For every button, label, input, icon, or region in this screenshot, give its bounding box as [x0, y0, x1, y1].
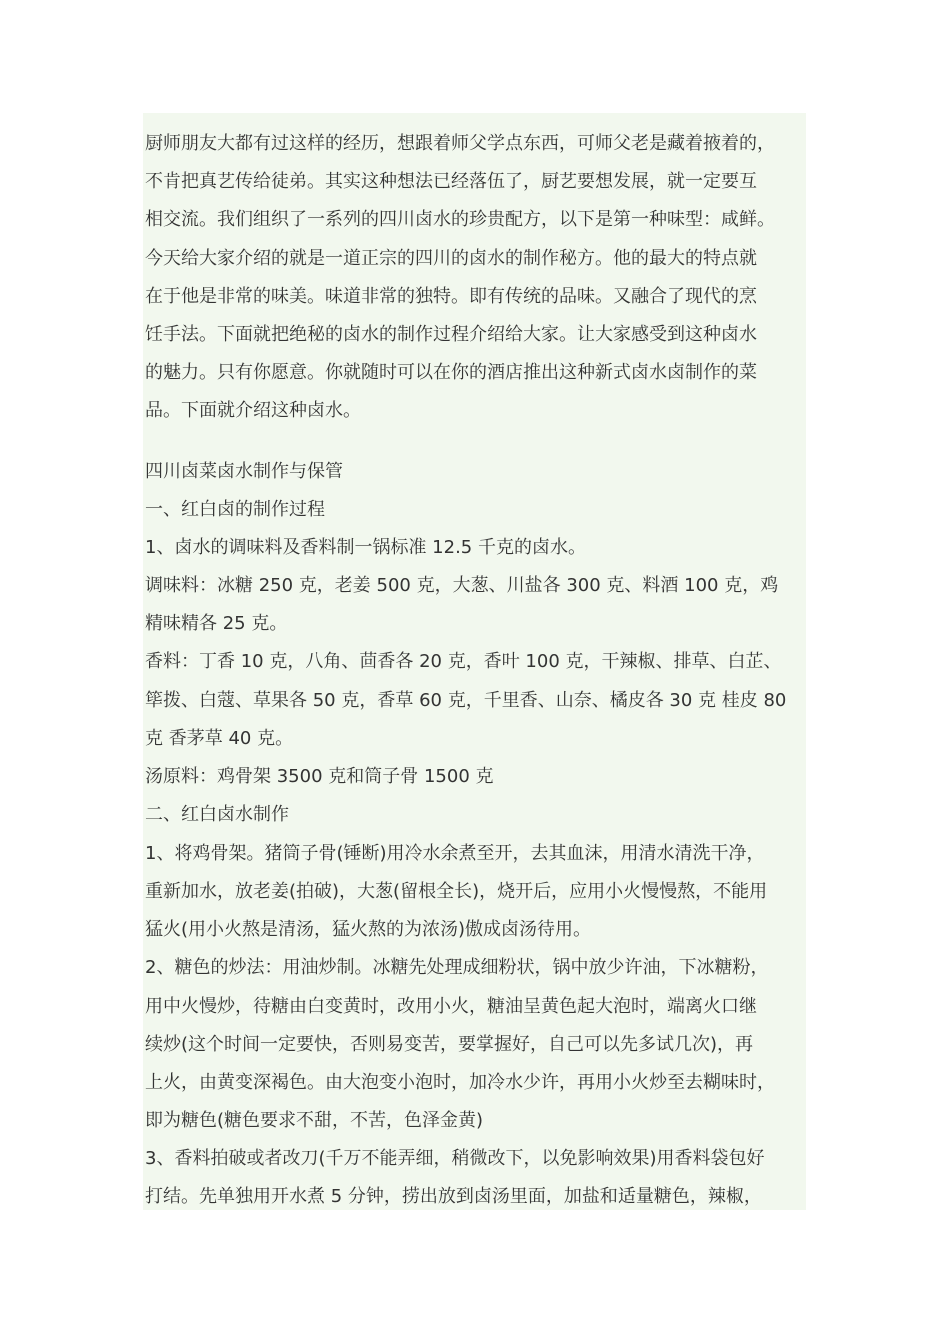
intro-line-2: 不肯把真艺传给徒弟。其实这种想法已经落伍了，厨艺要想发展，就一定要互	[145, 171, 757, 192]
section2-heading: 二、红白卤水制作	[145, 804, 289, 825]
intro-line-7: 的魅力。只有你愿意。你就随时可以在你的酒店推出这种新式卤水卤制作的菜	[145, 362, 757, 383]
broth-text: 汤原料：鸡骨架 3500 克和筒子骨 1500 克	[145, 766, 494, 787]
section1-heading: 一、红白卤的制作过程	[145, 499, 325, 520]
intro-line-1: 厨师朋友大都有过这样的经历，想跟着师父学点东西，可师父老是藏着掖着的，	[145, 133, 775, 154]
intro-line-3: 相交流。我们组织了一系列的四川卤水的珍贵配方，以下是第一种味型：咸鲜。	[145, 209, 775, 230]
intro-line-6: 饪手法。下面就把绝秘的卤水的制作过程介绍给大家。让大家感受到这种卤水	[145, 324, 757, 345]
step2-2-line-5: 即为糖色(糖色要求不甜，不苦，色泽金黄)	[145, 1110, 484, 1131]
step1-text: 1、卤水的调味料及香料制一锅标准 12.5 千克的卤水。	[145, 537, 586, 558]
step2-2-line-3: 续炒(这个时间一定要快，否则易变苦，要掌握好，自己可以先多试几次)，再	[145, 1034, 754, 1055]
step2-2-line-2: 用中火慢炒，待糖由白变黄时，改用小火，糖油呈黄色起大泡时，端离火口继	[145, 996, 757, 1017]
spices-line-3: 克 香茅草 40 克。	[145, 728, 294, 749]
intro-line-8: 品。下面就介绍这种卤水。	[145, 400, 361, 421]
intro-line-5: 在于他是非常的味美。味道非常的独特。即有传统的品味。又融合了现代的烹	[145, 286, 757, 307]
step2-3-line-2: 打结。先单独用开水煮 5 分钟，捞出放到卤汤里面，加盐和适量糖色，辣椒，	[145, 1186, 762, 1207]
seasoning-line-2: 精味精各 25 克。	[145, 613, 288, 634]
step2-2-line-1: 2、糖色的炒法：用油炒制。冰糖先处理成细粉状，锅中放少许油，下冰糖粉，	[145, 957, 769, 978]
spices-line-2: 筚拨、白蔻、草果各 50 克，香草 60 克，千里香、山奈、橘皮各 30 克 桂皮 80	[145, 690, 787, 711]
step2-1-line-3: 猛火(用小火熬是清汤，猛火熬的为浓汤)傲成卤汤待用。	[145, 919, 592, 940]
spices-line-1: 香料：丁香 10 克，八角、茴香各 20 克，香叶 100 克，干辣椒、排草、白芷、	[145, 651, 782, 672]
step2-1-line-1: 1、将鸡骨架。猪筒子骨(锤断)用冷水余煮至开，去其血沫，用清水清洗干净，	[145, 843, 765, 864]
step2-3-line-1: 3、香料拍破或者改刀(千万不能弄细，稍微改下，以免影响效果)用香料袋包好	[145, 1148, 765, 1169]
step2-2-line-4: 上火，由黄变深褐色。由大泡变小泡时，加冷水少许，再用小火炒至去糊味时，	[145, 1072, 775, 1093]
seasoning-line-1: 调味料：冰糖 250 克，老姜 500 克，大葱、川盐各 300 克、料酒 100 克，鸡	[145, 575, 779, 596]
intro-line-4: 今天给大家介绍的就是一道正宗的四川的卤水的制作秘方。他的最大的特点就	[145, 248, 757, 269]
document-title: 四川卤菜卤水制作与保管	[145, 461, 343, 482]
step2-1-line-2: 重新加水，放老姜(拍破)，大葱(留根全长)，烧开后，应用小火慢慢熬，不能用	[145, 881, 768, 902]
